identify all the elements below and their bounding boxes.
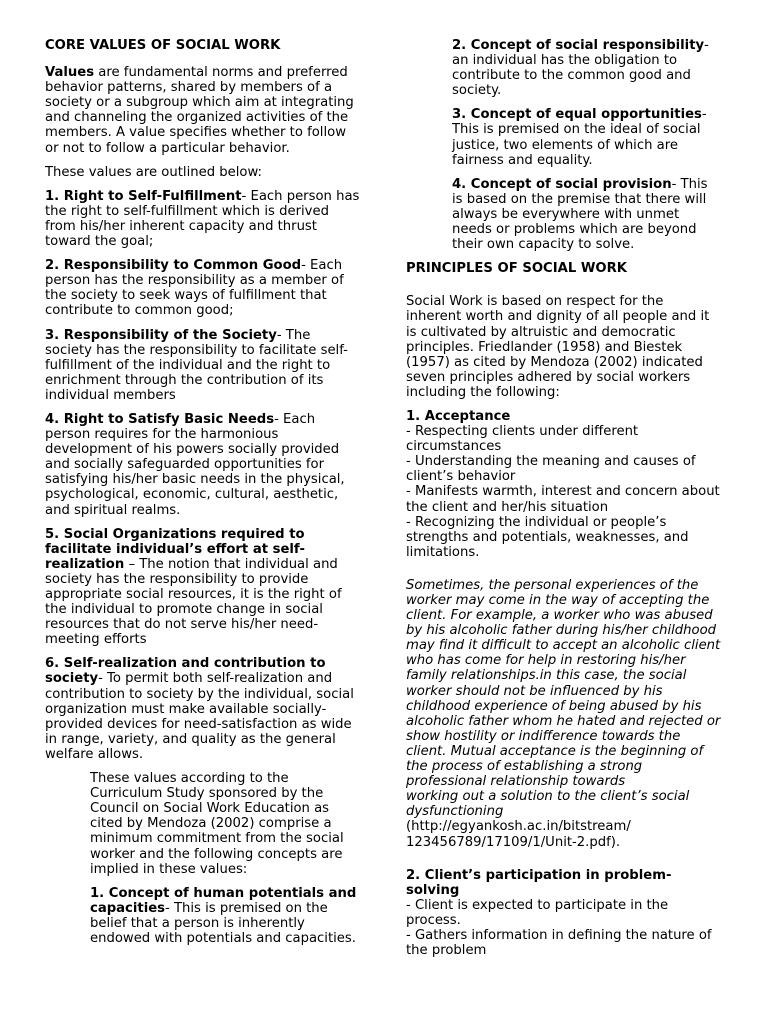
- citation-line: 123456789/17109/1/Unit-2.pdf).: [406, 834, 621, 850]
- concept-item-2: [452, 38, 722, 98]
- values-term: Values: [45, 65, 95, 81]
- curriculum-paragraph: These values according to the Curriculum Study sponsored by the Council on Social Work Education as cited by Mendoza (2002) comprise a minimum commitment from the social worker and the following concepts are implied in these values:: [90, 771, 344, 877]
- concept-text: - This is premised on the ideal of social justice, two elements of which are fairness and equality.: [452, 107, 707, 168]
- value-item-title: 1. Right to Self-Fulfillment: [45, 188, 242, 204]
- concept-title: 2. Concept of social responsibility: [452, 38, 705, 53]
- participation-point: - Gathers information in defining the nature of the problem: [406, 927, 712, 959]
- values-text: are fundamental norms and preferred behavior patterns, shared by members of a society or a subgroup which aim at integrating and channeling the organized activities of the members. A value specifies whether to follow or not to follow a particular behavior.: [45, 65, 354, 156]
- acceptance-point: - Recognizing the individual or people’s strengths and potentials, weaknesses, and limitations.: [406, 514, 689, 560]
- concept-text: - This is based on the premise that there will always be everywhere with unmet needs or problems which are beyond their own capacity to solve.: [452, 176, 708, 253]
- concept-title: 1. Concept of human potentials and capacities: [90, 885, 357, 916]
- concept-text: - This is premised on the belief that a person is inherently endowed with potentials and capacities.: [90, 900, 356, 946]
- right-column: [406, 38, 722, 967]
- value-item-title: 5. Social Organizations required to facilitate individual’s effort at self-realization: [45, 526, 305, 572]
- example-text-continued: working out a solution to the client’s social dysfunctioning: [406, 789, 690, 820]
- value-item-text: - Each person requires for the harmonious development of his powers socially provided and socially safeguarded opportunities for satisfying his/her basic needs in the physical, psychological, economic, cultural, aesthetic, and spiritual realms.: [45, 411, 345, 518]
- value-item-text: - Each person has the responsibility as a member of the society to seek ways of fulfillment that contribute to common good;: [45, 258, 344, 319]
- left-column: [45, 38, 360, 955]
- value-item-text: - Each person has the right to self-fulfillment which is derived from his/her inherent capacity and thrust toward the goal;: [45, 188, 360, 250]
- value-item-2: [45, 258, 360, 318]
- example-text: Sometimes, the personal experiences of the worker may come in the way of accepting the client. For example, a worker who was abused by his alcoholic father during his/her childhood may find it difficult to accept an alcoholic client who has come for help in restoring his/her family relationships.in this case, the social worker should not be influenced by his childhood experience of being abused by his alcoholic father whom he hated and rejected or show hostility or indifference towards the client. Mutual acceptance is the beginning of the process of establishing a strong professional relationship towards: [406, 577, 721, 790]
- value-item-text: – The notion that individual and society has the responsibility to provide appropriate social resources, it is the right of the individual to promote change in social resources that do not serve his/her need-meeting efforts: [45, 556, 342, 648]
- acceptance-section: [406, 409, 722, 560]
- value-item-1: [45, 189, 360, 249]
- values-outline: These values are outlined below:: [45, 164, 262, 180]
- core-values-heading: CORE VALUES OF SOCIAL WORK: [45, 38, 281, 53]
- value-item-title: 3. Responsibility of the Society: [45, 327, 277, 343]
- acceptance-title: 1. Acceptance: [406, 408, 511, 424]
- concept-item-3: [452, 107, 722, 167]
- concept-text: - an individual has the obligation to contribute to the common good and society.: [452, 38, 709, 99]
- value-item-3: [45, 328, 360, 403]
- participation-title: 2. Client’s participation in problem-solving: [406, 867, 672, 898]
- value-item-title: 6. Self-realization and contribution to society: [45, 656, 326, 687]
- concept-item-4: [452, 177, 722, 252]
- value-item-6: [45, 656, 360, 762]
- acceptance-point: - Respecting clients under different circumstances: [406, 424, 639, 455]
- citation-line: (http://egyankosh.ac.in/bitstream/: [406, 819, 631, 835]
- values-definition: [45, 65, 360, 156]
- value-item-title: 4. Right to Satisfy Basic Needs: [45, 411, 275, 427]
- value-item-text: - To permit both self-realization and contribution to society by the individual, social organization must make available socially-provided devices for need-satisfaction as wide in range, variety, and quality as the general welfare allows.: [45, 671, 354, 762]
- concept-title: 4. Concept of social provision: [452, 176, 672, 192]
- principles-heading: PRINCIPLES OF SOCIAL WORK: [406, 261, 627, 277]
- participation-point: - Client is expected to participate in the process.: [406, 897, 669, 928]
- value-item-5: [45, 527, 360, 648]
- acceptance-point: - Manifests warmth, interest and concern about the client and her/his situation: [406, 484, 720, 515]
- concept-title: 3. Concept of equal opportunities: [452, 107, 702, 123]
- value-item-4: [45, 412, 360, 518]
- principles-intro: Social Work is based on respect for the inherent worth and dignity of all people and it is cultivated by altruistic and democratic principles. Friedlander (1958) and Biestek (1957) as cited by Mendoza (2002) indicated seven principles adhered by social workers including the following:: [406, 294, 710, 400]
- acceptance-point: - Understanding the meaning and causes of client’s behavior: [406, 454, 696, 485]
- participation-section: [406, 868, 722, 959]
- value-item-title: 2. Responsibility to Common Good: [45, 258, 302, 274]
- value-item-text: - The society has the responsibility to facilitate self-fulfillment of the individual and the right to enrichment through the contribution of its individual members: [45, 327, 348, 403]
- concept-item-1: [90, 886, 360, 946]
- acceptance-example: [406, 578, 722, 850]
